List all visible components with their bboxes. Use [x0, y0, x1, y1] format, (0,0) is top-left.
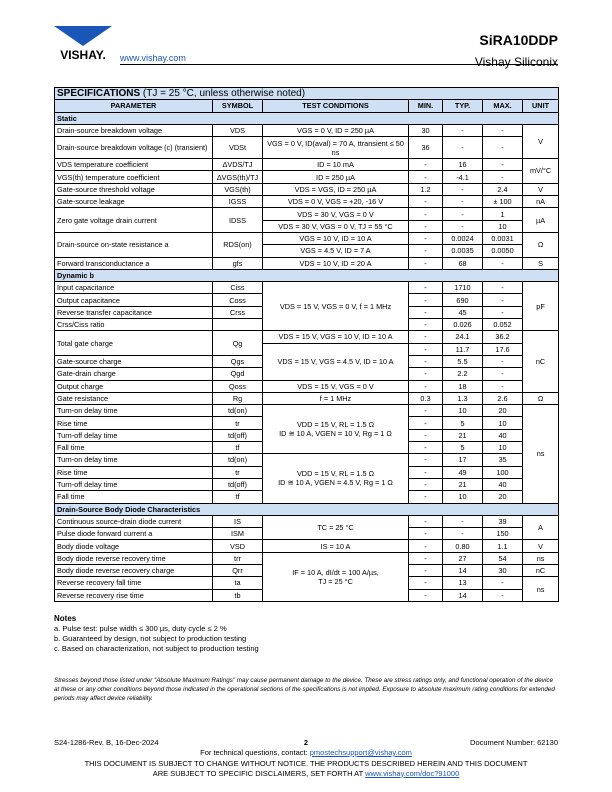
table-row: Turn-off delay time td(off) - 21 40: [55, 429, 559, 441]
table-row: Crss/Ciss ratio - 0.026 0.052: [55, 319, 559, 331]
tech-contact: For technical questions, contact: pmostechsupport@vishay.com: [200, 748, 412, 757]
table-row: Continuous source-drain diode current IS TC = 25 °C - - 39 A: [55, 515, 559, 527]
table-row: Gate-source charge Qgs - 5.5 -: [55, 355, 559, 367]
table-row: Gate-source threshold voltage VGS(th) VDS = VGS, ID = 250 µA 1.2 - 2.4 V: [55, 183, 559, 195]
table-row: Turn-on delay time td(on) VDD = 15 V, RL = 1.5 Ω ID ≅ 10 A, VGEN = 10 V, Rg = 1 Ω - 10 20 ns: [55, 405, 559, 417]
vishay-logo: [52, 24, 114, 62]
table-row: Pulse diode forward current a ISM - - 150: [55, 528, 559, 540]
table-header-row: PARAMETER SYMBOL TEST CONDITIONS MIN. TYP. MAX. UNIT: [55, 100, 559, 112]
note-item: a. Pulse test: pulse width ≤ 300 µs, duty cycle ≤ 2 %: [54, 624, 227, 633]
svg-text:VISHAY.: VISHAY.: [60, 48, 106, 62]
company-name: Vishay Siliconix: [474, 55, 558, 69]
table-row: Drain-source on-state resistance a RDS(on) VGS = 10 V, ID = 10 A - 0.0024 0.0031 Ω: [55, 232, 559, 244]
table-row: Reverse recovery fall time ta - 13 - ns: [55, 577, 559, 589]
table-row: Body diode reverse recovery charge Qrr - 14 30 nC: [55, 564, 559, 576]
table-row: Turn-on delay time td(on) VDD = 15 V, RL = 1.5 Ω ID ≅ 10 A, VGEN = 4.5 V, Rg = 1 Ω - 17 35: [55, 454, 559, 466]
table-row: VDS = 15 V, VGS = 4.5 V, ID = 10 A - 11.7 17.6: [55, 343, 559, 355]
page-number: 2: [303, 738, 309, 747]
table-row: Drain-source breakdown voltage (c) (transient) VDSt VGS = 0 V, ID(aval) = 70 A, ttransient ≤ 50 ns 36 - -: [55, 137, 559, 159]
disclaimer-link[interactable]: www.vishay.com/doc?91000: [365, 768, 460, 778]
table-row: Output charge Qoss VDS = 15 V, VGS = 0 V - 18 -: [55, 380, 559, 392]
table-row: Rise time tr - 49 100: [55, 466, 559, 478]
table-row: Rise time tr - 5 10: [55, 417, 559, 429]
table-row: VGS = 4.5 V, ID = 7 A - 0.0035 0.0050: [55, 245, 559, 257]
table-row: Fall time tf - 5 10: [55, 442, 559, 454]
note-item: c. Based on characterization, not subject to production testing: [54, 644, 259, 653]
table-row: Turn-off delay time td(off) - 21 40: [55, 478, 559, 490]
revision-info: S24-1286-Rev. B, 16-Dec-2024: [54, 738, 159, 747]
table-row: VGS(th) temperature coefficient ΔVGS(th)/TJ ID = 250 µA - -4.1 -: [55, 171, 559, 183]
table-row: Zero gate voltage drain current IDSS VDS = 30 V, VGS = 0 V - - 1 µA: [55, 208, 559, 220]
section-body-diode: Drain-Source Body Diode Characteristics: [55, 503, 559, 515]
website-url[interactable]: www.vishay.com: [120, 53, 186, 63]
part-number: SiRA10DDP: [479, 32, 558, 48]
table-row: Body diode voltage VSD IS = 10 A - 0.80 1.1 V: [55, 540, 559, 552]
table-row: Fall time tf - 10 20: [55, 491, 559, 503]
support-email-link[interactable]: pmostechsupport@vishay.com: [309, 748, 412, 757]
table-row: Drain-source breakdown voltage VDS VGS = 0 V, ID = 250 µA 30 - - V: [55, 124, 559, 136]
document-number: Document Number: 62130: [470, 738, 558, 747]
table-row: Output capacitance Coss - 690 -: [55, 294, 559, 306]
legal-footer: THIS DOCUMENT IS SUBJECT TO CHANGE WITHOUT NOTICE. THE PRODUCTS DESCRIBED HEREIN AND THIS DOCUMENT ARE SUBJECT TO SPECIFIC DISCLAIMERS, SET FORTH AT www.vishay.com/doc?91000: [84, 759, 528, 778]
specifications-table: [54, 87, 559, 602]
section-static: Static: [55, 112, 559, 124]
table-row: Input capacitance Ciss VDS = 15 V, VGS = 0 V, f = 1 MHz - 1710 - pF: [55, 282, 559, 294]
table-row: Total gate charge Qg VDS = 15 V, VGS = 10 V, ID = 10 A - 24.1 36.2 nC: [55, 331, 559, 343]
table-row: Reverse transfer capacitance Crss - 45 -: [55, 306, 559, 318]
table-row: Reverse recovery rise time tb - 14 -: [55, 589, 559, 601]
notes-title: Notes: [54, 614, 77, 623]
table-row: Body diode reverse recovery time trr IF = 10 A, dI/dt = 100 A/µs, TJ = 25 °C - 27 54 ns: [55, 552, 559, 564]
table-row: Forward transconductance a gfs VDS = 10 V, ID = 20 A - 68 - S: [55, 257, 559, 269]
table-row: Gate-drain charge Qgd - 2.2 -: [55, 368, 559, 380]
note-item: b. Guaranteed by design, not subject to production testing: [54, 634, 247, 643]
table-row: VDS temperature coefficient ΔVDS/TJ ID = 10 mA - 16 - mV/°C: [55, 159, 559, 171]
section-dynamic: Dynamic b: [55, 269, 559, 281]
stress-disclaimer: Stresses beyond those listed under “Absolute Maximum Ratings” may cause permanent damage to the device. These are stress ratings only, and functional operation of the device at these or any other conditions beyond those indicated in the operational sections of the specifications is not implied. Exposure to absolute maximum rating conditions for extended periods may affect device reliability.: [54, 677, 555, 702]
table-row: Gate resistance Rg f = 1 MHz 0.3 1.3 2.6 Ω: [55, 392, 559, 404]
notes-section: [54, 614, 259, 654]
table-row: Gate-source leakage IGSS VDS = 0 V, VGS = +20, -16 V - - ± 100 nA: [55, 196, 559, 208]
table-title-row: SPECIFICATIONS (TJ = 25 °C, unless otherwise noted): [55, 88, 559, 100]
table-row: VDS = 30 V, VGS = 0 V, TJ = 55 °C - - 10: [55, 220, 559, 232]
